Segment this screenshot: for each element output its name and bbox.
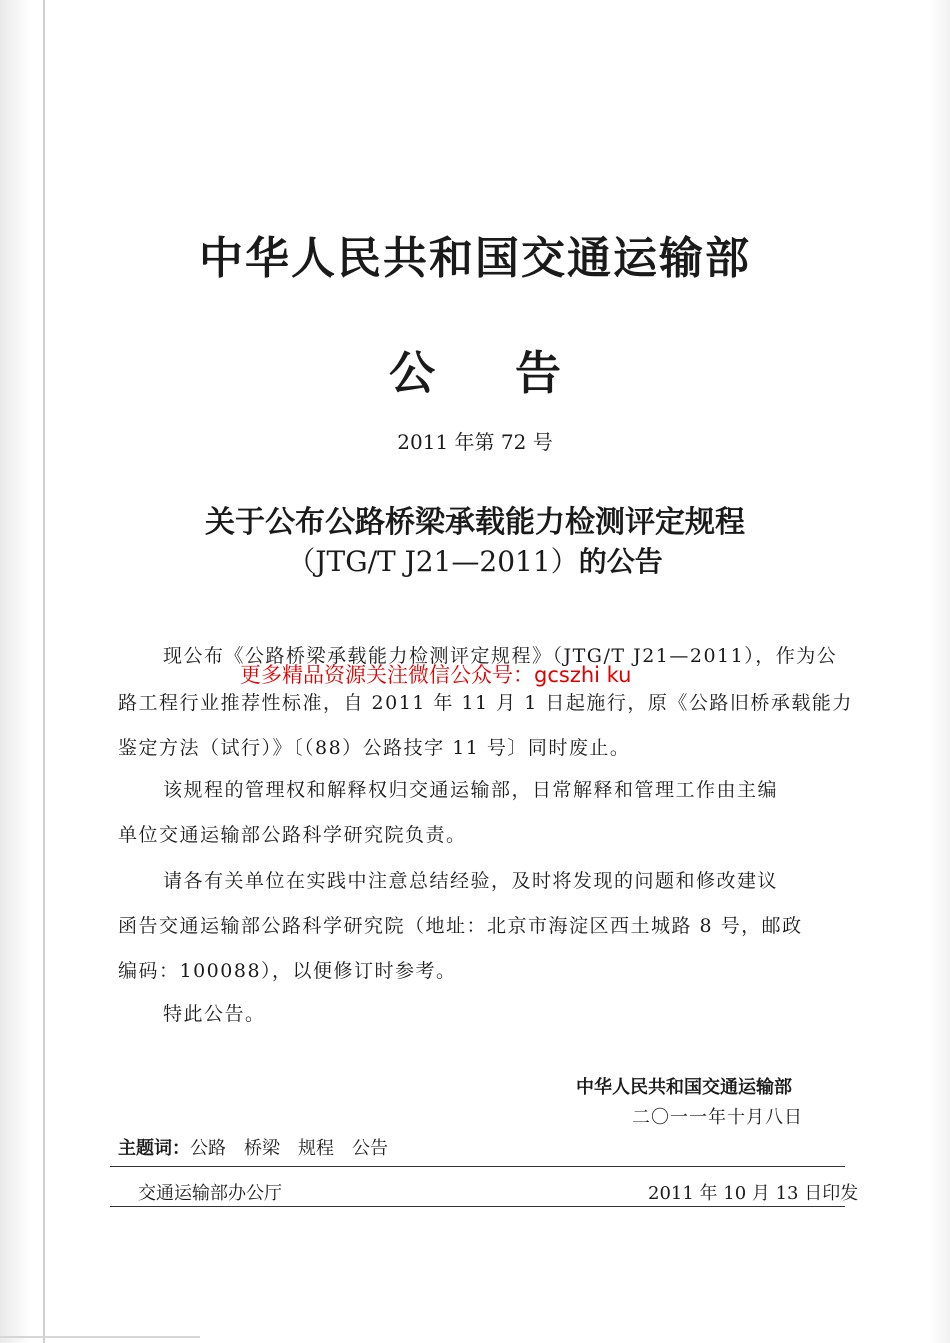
paragraph-3-line-2: 函告交通运输部公路科学研究院（地址：北京市海淀区西土城路 8 号，邮政 bbox=[118, 915, 803, 937]
paragraph-1-line-1: 现公布《公路桥梁承载能力检测评定规程》（JTG/T J21—2011），作为公 bbox=[163, 645, 838, 667]
footer-divider-bottom bbox=[110, 1206, 845, 1207]
scan-edge-line bbox=[43, 0, 45, 1343]
keyword-item: 公告 bbox=[352, 1138, 388, 1159]
notice-title-suffix: 的公告 bbox=[578, 545, 663, 578]
paragraph-3-line-3: 编码：100088），以便修订时参考。 bbox=[118, 960, 457, 982]
announcement-label: 公告 bbox=[389, 346, 641, 400]
notice-title-line1: 关于公布公路桥梁承载能力检测评定规程 bbox=[205, 505, 745, 540]
signature-organization: 中华人民共和国交通运输部 bbox=[576, 1077, 792, 1098]
keyword-item: 公路 bbox=[190, 1138, 226, 1159]
keywords-label: 主题词： bbox=[118, 1138, 190, 1159]
keyword-item: 桥梁 bbox=[244, 1138, 280, 1159]
keyword-item: 规程 bbox=[298, 1138, 334, 1159]
watermark-text: 更多精品资源关注微信公众号：gcszhi ku bbox=[240, 663, 632, 687]
paragraph-1-line-2: 路工程行业推荐性标准，自 2011 年 11 月 1 日起施行，原《公路旧桥承载能力 bbox=[118, 692, 853, 714]
paragraph-2-line-2: 单位交通运输部公路科学研究院负责。 bbox=[118, 824, 467, 846]
scan-bottom-line bbox=[0, 1336, 200, 1338]
paragraph-4: 特此公告。 bbox=[163, 1003, 266, 1025]
signature-date: 二〇一一年十月八日 bbox=[632, 1107, 803, 1128]
document-number: 2011 年第 72 号 bbox=[397, 430, 553, 454]
footer-divider-top bbox=[110, 1166, 845, 1167]
print-date: 2011 年 10 月 13 日印发 bbox=[648, 1183, 859, 1204]
ministry-title: 中华人民共和国交通运输部 bbox=[199, 233, 751, 284]
standard-code: （JTG/T J21—2011） bbox=[287, 545, 579, 578]
notice-title-line2 bbox=[0, 540, 950, 580]
issuing-office: 交通运输部办公厅 bbox=[138, 1183, 282, 1204]
paragraph-2-line-1: 该规程的管理权和解释权归交通运输部，日常解释和管理工作由主编 bbox=[163, 779, 779, 801]
paragraph-3-line-1: 请各有关单位在实践中注意总结经验，及时将发现的问题和修改建议 bbox=[163, 870, 779, 892]
paragraph-1-line-3: 鉴定方法（试行）》〔（88）公路技字 11 号〕同时废止。 bbox=[118, 737, 631, 759]
subject-keywords bbox=[118, 1134, 406, 1160]
